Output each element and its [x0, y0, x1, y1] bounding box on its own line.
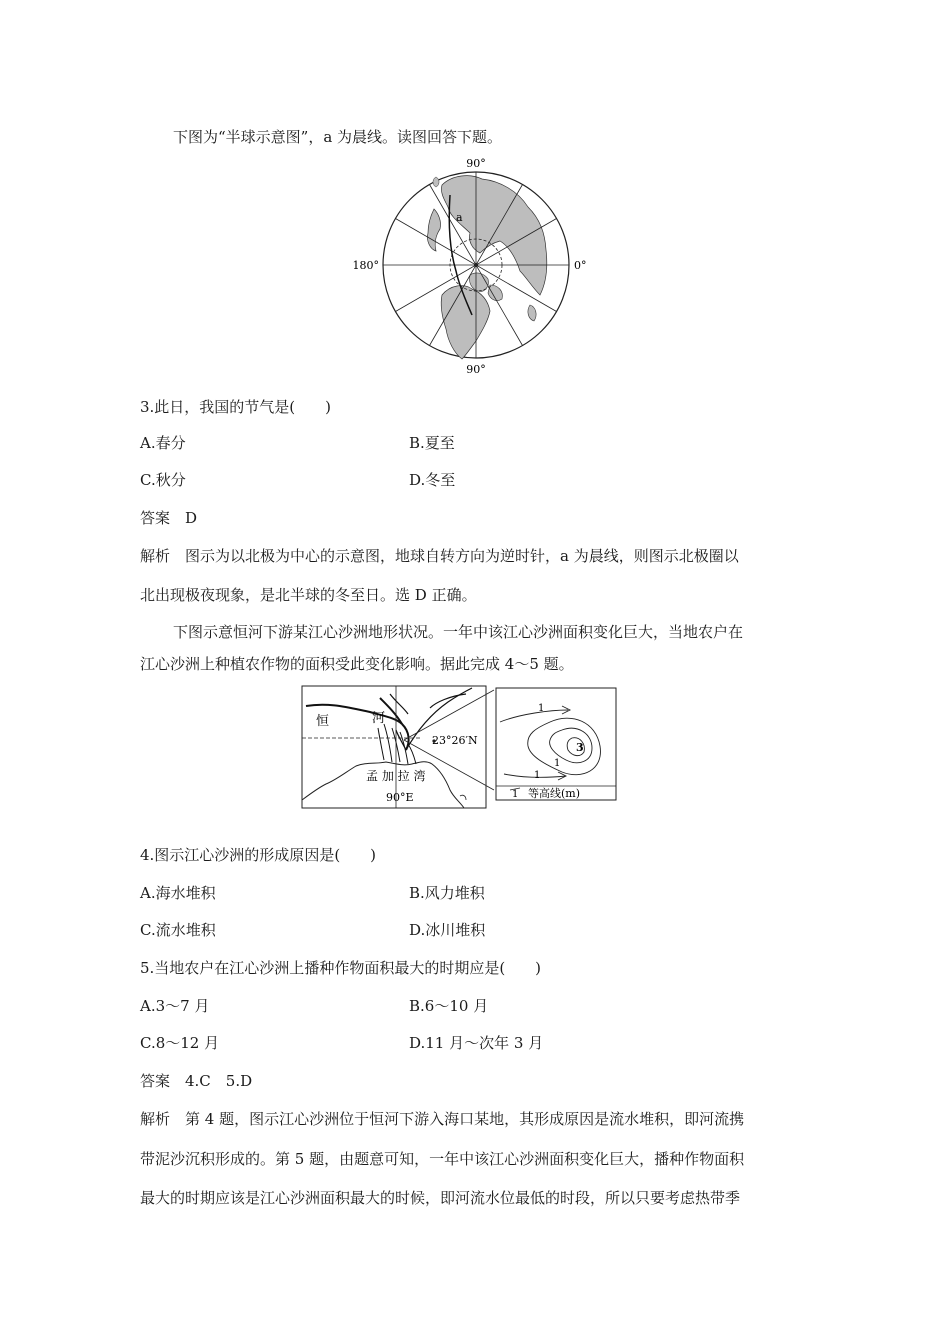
q5-option-c: C.8～12 月: [140, 1034, 220, 1052]
label-bottom-90: 90°: [466, 363, 486, 376]
q5-option-d: D.11 月～次年 3 月: [409, 1034, 544, 1052]
q3-option-a: A.春分: [140, 434, 186, 452]
q3-option-d: D.冬至: [409, 471, 456, 489]
delta-map-left: [302, 686, 494, 808]
q3-analysis-line-2: 北出现极夜现象，是北半球的冬至日。选 D 正确。: [140, 586, 477, 604]
label-top-90: 90°: [466, 157, 486, 170]
analysis-4-5-line-1: 解析 第 4 题，图示江心沙洲位于恒河下游入海口某地，其形成原因是流水堆积，即河流携: [140, 1110, 745, 1128]
q3-answer: 答案 D: [140, 509, 198, 527]
q3-analysis-line-1: 解析 图示为以北极为中心的示意图，地球自转方向为逆时针，a 为晨线，则图示北极圈以: [140, 547, 739, 565]
contour-1-mid: 1: [554, 758, 561, 769]
label-lat: 23°26′N: [432, 734, 478, 747]
intro-delta-line-2: 江心沙洲上种植农作物的面积受此变化影响。据此完成 4～5 题。: [140, 655, 574, 673]
analysis-4-5-line-3: 最大的时期应该是江心沙洲面积最大的时候，即河流水位最低的时段，所以只要考虑热带季: [140, 1189, 741, 1207]
q3-option-b: B.夏至: [409, 434, 455, 452]
q5-stem: 5.当地农户在江心沙洲上播种作物面积最大的时期应是( ): [140, 959, 542, 977]
contour-inset: [496, 688, 616, 800]
q5-option-b: B.6～10 月: [409, 997, 489, 1015]
label-lon: 90°E: [386, 791, 414, 804]
contour-3: 3: [576, 741, 584, 754]
q4-option-d: D.冰川堆积: [409, 921, 486, 939]
q5-option-a: A.3～7 月: [140, 997, 210, 1015]
contour-1-top: 1: [538, 703, 545, 714]
label-he: 河: [372, 711, 386, 726]
legend-num: 1: [512, 789, 519, 800]
q4-option-a: A.海水堆积: [140, 884, 216, 902]
intro-delta-line-1: 下图示意恒河下游某江心沙洲地形状况。一年中该江心沙洲面积变化巨大，当地农户在: [173, 623, 744, 641]
analysis-4-5-line-2: 带泥沙沉积形成的。第 5 题，由题意可知，一年中该江心沙洲面积变化巨大，播种作物面积: [140, 1150, 745, 1168]
hemisphere-globe: [383, 172, 569, 359]
delta-figure: [300, 684, 620, 812]
contour-1-low: 1: [534, 770, 541, 781]
label-bay: 孟 加 拉 湾: [366, 769, 426, 783]
hemisphere-figure: [350, 155, 600, 380]
legend-label: 等高线(m): [528, 787, 581, 800]
q4-option-b: B.风力堆积: [409, 884, 485, 902]
label-heng: 恒: [316, 714, 330, 729]
label-a: a: [456, 211, 463, 224]
answer-4-5: 答案 4.C 5.D: [140, 1072, 253, 1090]
label-180: 180°: [352, 259, 379, 272]
q3-stem: 3.此日，我国的节气是( ): [140, 398, 332, 416]
q4-stem: 4.图示江心沙洲的形成原因是( ): [140, 846, 377, 864]
intro-hemisphere: 下图为“半球示意图”，a 为晨线。读图回答下题。: [173, 128, 503, 146]
q3-option-c: C.秋分: [140, 471, 186, 489]
label-0: 0°: [574, 259, 587, 272]
q4-option-c: C.流水堆积: [140, 921, 216, 939]
